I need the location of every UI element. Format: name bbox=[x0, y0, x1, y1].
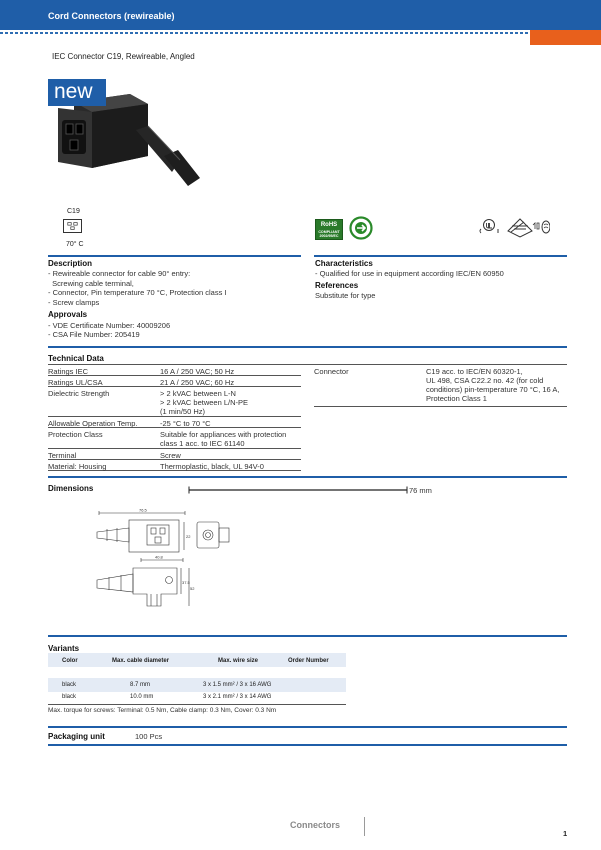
tech-value: (1 min/50 Hz) bbox=[160, 407, 206, 416]
column-header: Max. cable diameter bbox=[112, 658, 170, 664]
references-line: Substitute for type bbox=[315, 291, 376, 300]
dim-label: 52 bbox=[190, 586, 195, 591]
tech-row bbox=[48, 449, 301, 460]
tech-label: Terminal bbox=[48, 451, 77, 460]
tech-value: 16 A / 250 VAC; 50 Hz bbox=[160, 367, 235, 376]
tech-label: Protection Class bbox=[48, 430, 103, 439]
tech-value: -25 °C to 70 °C bbox=[160, 419, 211, 428]
header-accent-block bbox=[530, 30, 601, 45]
variant-color: black bbox=[62, 682, 77, 688]
description-rule-left bbox=[48, 255, 301, 257]
tech-label: Ratings IEC bbox=[48, 367, 89, 376]
description-line: Screwing cable terminal, bbox=[48, 279, 134, 288]
description-line: - Rewireable connector for cable 90° entry: bbox=[48, 269, 191, 278]
variant-cable-diameter: 8.7 mm bbox=[130, 682, 151, 688]
vde-icon bbox=[508, 219, 539, 237]
ccc-icon bbox=[542, 221, 550, 233]
packaging-rule-bottom bbox=[48, 744, 567, 746]
variants-heading: Variants bbox=[48, 644, 80, 653]
packaging-heading: Packaging unit bbox=[48, 732, 105, 741]
characteristics-line: - Qualified for use in equipment according IEC/EN 60950 bbox=[315, 269, 504, 278]
tech-value: Protection Class 1 bbox=[426, 394, 487, 403]
tech-label: Dielectric Strength bbox=[48, 389, 110, 398]
tech-value: > 2 kVAC between L-N bbox=[160, 389, 236, 398]
eco-arrow-icon bbox=[349, 216, 373, 240]
rohs-subtext: COMPLIANT 2002/95/EC bbox=[318, 230, 340, 238]
tech-row bbox=[48, 376, 301, 387]
rohs-text: RoHS bbox=[320, 222, 338, 228]
dim-label: 37.5 bbox=[182, 580, 190, 585]
dimension-drawing bbox=[93, 508, 233, 608]
tech-value: Suitable for appliances with protection bbox=[160, 430, 287, 439]
approvals-heading: Approvals bbox=[48, 310, 88, 319]
tech-label: Material: Housing bbox=[48, 462, 107, 471]
tech-row bbox=[48, 460, 301, 471]
characteristics-heading: Characteristics bbox=[315, 259, 373, 268]
tech-value: > 2 kVAC between L/N-PE bbox=[160, 398, 249, 407]
description-heading: Description bbox=[48, 259, 93, 268]
packaging-rule bbox=[48, 726, 567, 728]
approval-marks bbox=[478, 215, 550, 241]
variant-color: black bbox=[62, 694, 77, 700]
tech-row bbox=[48, 387, 301, 417]
torque-note: Max. torque for screws: Terminal: 0.5 Nm, Cable clamp: 0.3 Nm, Cover: 0.3 Nm bbox=[48, 707, 277, 714]
tech-value: class 1 acc. to IEC 61140 bbox=[160, 439, 245, 448]
references-heading: References bbox=[315, 281, 359, 290]
approval-line: - VDE Certificate Number: 40009206 bbox=[48, 321, 171, 330]
technical-data-rule bbox=[48, 346, 567, 348]
variants-table-bottom bbox=[48, 704, 346, 705]
product-title: IEC Connector C19, Rewireable, Angled bbox=[52, 52, 195, 61]
tech-row bbox=[48, 428, 301, 449]
tech-value: 21 A / 250 VAC; 60 Hz bbox=[160, 378, 235, 387]
tech-value: Screw bbox=[160, 451, 181, 460]
variants-rule bbox=[48, 635, 567, 637]
tech-label: Ratings UL/CSA bbox=[48, 378, 103, 387]
technical-data-heading: Technical Data bbox=[48, 354, 104, 363]
dim-label: 76.5 bbox=[139, 508, 147, 513]
characteristics-rule-right bbox=[314, 255, 567, 257]
c19-outline-icon bbox=[63, 219, 82, 233]
column-header: Order Number bbox=[288, 658, 329, 664]
dimensions-heading: Dimensions bbox=[48, 484, 94, 493]
variant-wire-size: 3 x 1.5 mm² / 3 x 16 AWG bbox=[203, 682, 272, 688]
ul-csa-icon bbox=[480, 220, 499, 234]
tech-row bbox=[48, 417, 301, 428]
page-header bbox=[0, 0, 601, 30]
dim-label: 22 bbox=[186, 534, 191, 539]
header-title: Cord Connectors (rewireable) bbox=[48, 11, 175, 21]
page-number: 1 bbox=[563, 829, 568, 838]
c19-code-label: C19 bbox=[67, 208, 80, 215]
tech-row bbox=[48, 365, 301, 376]
column-header: Color bbox=[62, 658, 78, 664]
tech-label: Connector bbox=[314, 367, 349, 376]
variant-cable-diameter: 10.0 mm bbox=[130, 694, 154, 700]
tech-row-right bbox=[314, 365, 567, 407]
description-line: - Screw clamps bbox=[48, 298, 100, 307]
scale-label: 76 mm bbox=[409, 486, 432, 495]
temperature-label: 70° C bbox=[66, 241, 84, 248]
footer-section: Connectors bbox=[290, 820, 341, 830]
dimensions-rule bbox=[48, 476, 567, 478]
tech-value: C19 acc. to IEC/EN 60320-1, bbox=[426, 367, 523, 376]
scale-bar bbox=[188, 486, 408, 494]
new-badge: new bbox=[48, 79, 106, 106]
tech-value: Thermoplastic, black, UL 94V-0 bbox=[160, 462, 264, 471]
tech-value: UL 498, CSA C22.2 no. 42 (for cold bbox=[426, 376, 544, 385]
column-header: Max. wire size bbox=[218, 658, 259, 664]
tech-value: conditions) pin-temperature 70 °C, 16 A, bbox=[426, 385, 560, 394]
variant-wire-size: 3 x 2.1 mm² / 3 x 14 AWG bbox=[203, 694, 272, 700]
table-row bbox=[48, 678, 346, 692]
footer-separator bbox=[364, 817, 365, 836]
description-line: - Connector, Pin temperature 70 °C, Protection class I bbox=[48, 288, 227, 297]
packaging-value: 100 Pcs bbox=[135, 732, 163, 741]
header-dash-line bbox=[0, 32, 530, 34]
rohs-compliant-icon bbox=[315, 219, 343, 240]
tech-label: Allowable Operation Temp. bbox=[48, 419, 138, 428]
approval-line: - CSA File Number: 205419 bbox=[48, 330, 140, 339]
dim-label: 40.8 bbox=[155, 554, 163, 560]
